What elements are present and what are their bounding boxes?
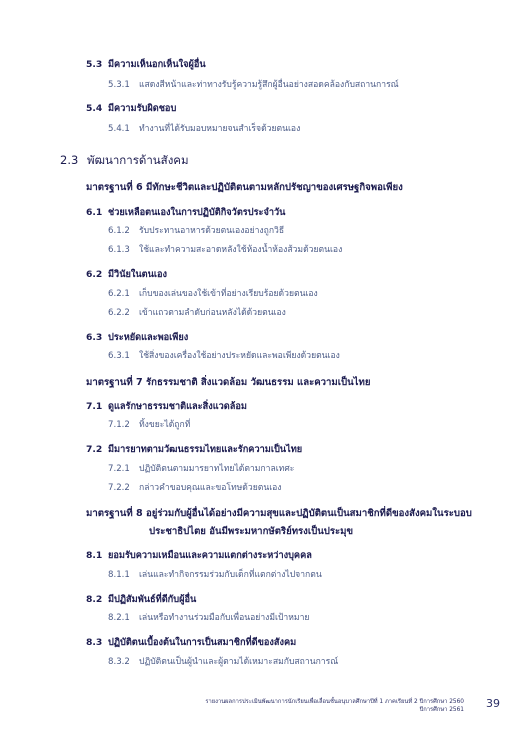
section-number: 8.3: [86, 637, 103, 648]
section-6-2-heading: [86, 270, 167, 279]
item-text: รับประทานอาหารด้วยตนเองอย่างถูกวิธี: [139, 226, 285, 236]
section-number: 7.1: [86, 401, 103, 412]
section-number: 6.1: [86, 207, 103, 218]
item-7-1-2: [108, 421, 190, 430]
item-text: ทิ้งขยะได้ถูกที่: [139, 420, 191, 430]
section-6-1-heading: [86, 208, 285, 217]
section-8-3-heading: [86, 638, 296, 647]
page-number: 39: [486, 697, 500, 710]
section-5-3-heading: [86, 60, 206, 69]
section-title: ช่วยเหลือตนเองในการปฏิบัติกิจวัตรประจำวัน: [108, 207, 286, 218]
item-number: 6.2.2: [108, 308, 130, 318]
item-text: ใช้และทำความสะอาดหลังใช้ห้องน้ำห้องส้วมด้วยตนเอง: [139, 245, 343, 255]
item-text: ปฏิบัติตนตามมารยาทไทยได้ตามกาลเทศะ: [139, 464, 295, 474]
item-6-2-1: [108, 290, 318, 299]
section-5-4-heading: [86, 104, 176, 113]
item-number: 5.3.1: [108, 80, 130, 90]
section-title: มีความรับผิดชอบ: [108, 103, 177, 114]
section-title: ดูแลรักษาธรรมชาติและสิ่งแวดล้อม: [108, 401, 247, 412]
footer-academic-year: ปีการศึกษา 2561: [419, 707, 464, 714]
section-number: 5.3: [86, 59, 103, 70]
section-number: 6.2: [86, 269, 103, 280]
item-text: ปฏิบัติตนเป็นผู้นำและผู้ตามได้เหมาะสมกับสถานการณ์: [139, 657, 339, 667]
item-text: ใช้สิ่งของเครื่องใช้อย่างประหยัดและพอเพียงด้วยตนเอง: [139, 351, 340, 361]
item-number: 7.2.1: [108, 464, 130, 474]
section-title: พัฒนาการด้านสังคม: [87, 153, 189, 167]
item-8-3-2: [108, 658, 338, 667]
item-6-1-3: [108, 246, 342, 255]
item-text: กล่าวคำขอบคุณและขอโทษด้วยตนเอง: [139, 483, 282, 493]
section-title: มีวินัยในตนเอง: [108, 269, 168, 280]
section-title: ยอมรับความเหมือนและความแตกต่างระหว่างบุคคล: [108, 550, 312, 561]
item-text: ทำงานที่ได้รับมอบหมายจนสำเร็จด้วยตนเอง: [139, 124, 301, 134]
standard-8-heading-continued: [149, 527, 353, 537]
item-7-2-2: [108, 484, 282, 493]
standard-7-heading: [86, 378, 370, 388]
section-title: มีมารยาทตามวัฒนธรรมไทยและรักความเป็นไทย: [108, 444, 303, 455]
item-text: เล่นหรือทำงานร่วมมือกับเพื่อนอย่างมีเป้าหมาย: [139, 613, 310, 623]
item-6-3-1: [108, 352, 340, 361]
section-title: มีปฏิสัมพันธ์ที่ดีกับผู้อื่น: [108, 594, 197, 605]
section-2-3-heading: [60, 155, 189, 167]
item-number: 6.1.3: [108, 245, 130, 255]
section-number: 8.1: [86, 550, 103, 561]
item-text: เก็บของเล่นของใช้เข้าที่อย่างเรียบร้อยด้วยตนเอง: [139, 289, 318, 299]
section-title: มีความเห็นอกเห็นใจผู้อื่น: [108, 59, 206, 70]
item-7-2-1: [108, 465, 294, 474]
item-text: แสดงสีหน้าและท่าทางรับรู้ความรู้สึกผู้อื่นอย่างสอดคล้องกับสถานการณ์: [139, 80, 399, 90]
standard-title: มาตรฐานที่ 7 รักธรรมชาติ สิ่งแวดล้อม วัฒนธรรม และความเป็นไทย: [86, 377, 371, 388]
section-number: 5.4: [86, 103, 103, 114]
item-8-1-1: [108, 571, 322, 580]
section-7-1-heading: [86, 402, 247, 411]
item-text: เล่นและทำกิจกรรมร่วมกับเด็กที่แตกต่างไปจากตน: [139, 570, 322, 580]
section-number: 8.2: [86, 594, 103, 605]
standard-6-heading: [86, 183, 403, 193]
item-number: 5.4.1: [108, 124, 130, 134]
item-number: 6.3.1: [108, 351, 130, 361]
section-number: 7.2: [86, 444, 103, 455]
standard-8-heading: [86, 509, 472, 519]
item-5-4-1: [108, 125, 300, 134]
section-title: ปฏิบัติตนเบื้องต้นในการเป็นสมาชิกที่ดีของสังคม: [108, 637, 297, 648]
item-6-1-2: [108, 227, 284, 236]
section-8-2-heading: [86, 595, 196, 604]
section-8-1-heading: [86, 551, 312, 560]
standard-title: มาตรฐานที่ 6 มีทักษะชีวิตและปฏิบัติตนตามหลักปรัชญาของเศรษฐกิจพอเพียง: [86, 182, 403, 193]
item-number: 6.1.2: [108, 226, 130, 236]
item-number: 8.1.1: [108, 570, 130, 580]
item-number: 7.2.2: [108, 483, 130, 493]
standard-title-continued: ประชาธิปไตย อันมีพระมหากษัตริย์ทรงเป็นประมุข: [149, 526, 354, 537]
item-6-2-2: [108, 309, 286, 318]
section-title: ประหยัดและพอเพียง: [108, 332, 189, 343]
section-number: 2.3: [60, 153, 79, 167]
footer-report-title: รายงานผลการประเมินพัฒนาการนักเรียนเพื่อเลื่อนชั้นอนุบาลศึกษาปีที่ 1 ภาคเรียนที่ 2 ปีการศึกษา 2560: [205, 699, 464, 706]
section-number: 6.3: [86, 332, 103, 343]
section-7-2-heading: [86, 445, 302, 454]
item-text: เข้าแถวตามลำดับก่อนหลังได้ด้วยตนเอง: [139, 308, 286, 318]
page-footer: [205, 699, 464, 715]
item-number: 8.3.2: [108, 657, 130, 667]
item-number: 7.1.2: [108, 420, 130, 430]
item-5-3-1: [108, 81, 399, 90]
section-6-3-heading: [86, 333, 188, 342]
item-number: 6.2.1: [108, 289, 130, 299]
item-8-2-1: [108, 614, 309, 623]
standard-title: มาตรฐานที่ 8 อยู่ร่วมกับผู้อื่นได้อย่างมีความสุขและปฏิบัติตนเป็นสมาชิกที่ดีของสังคมในระบอบ: [86, 508, 472, 519]
item-number: 8.2.1: [108, 613, 130, 623]
